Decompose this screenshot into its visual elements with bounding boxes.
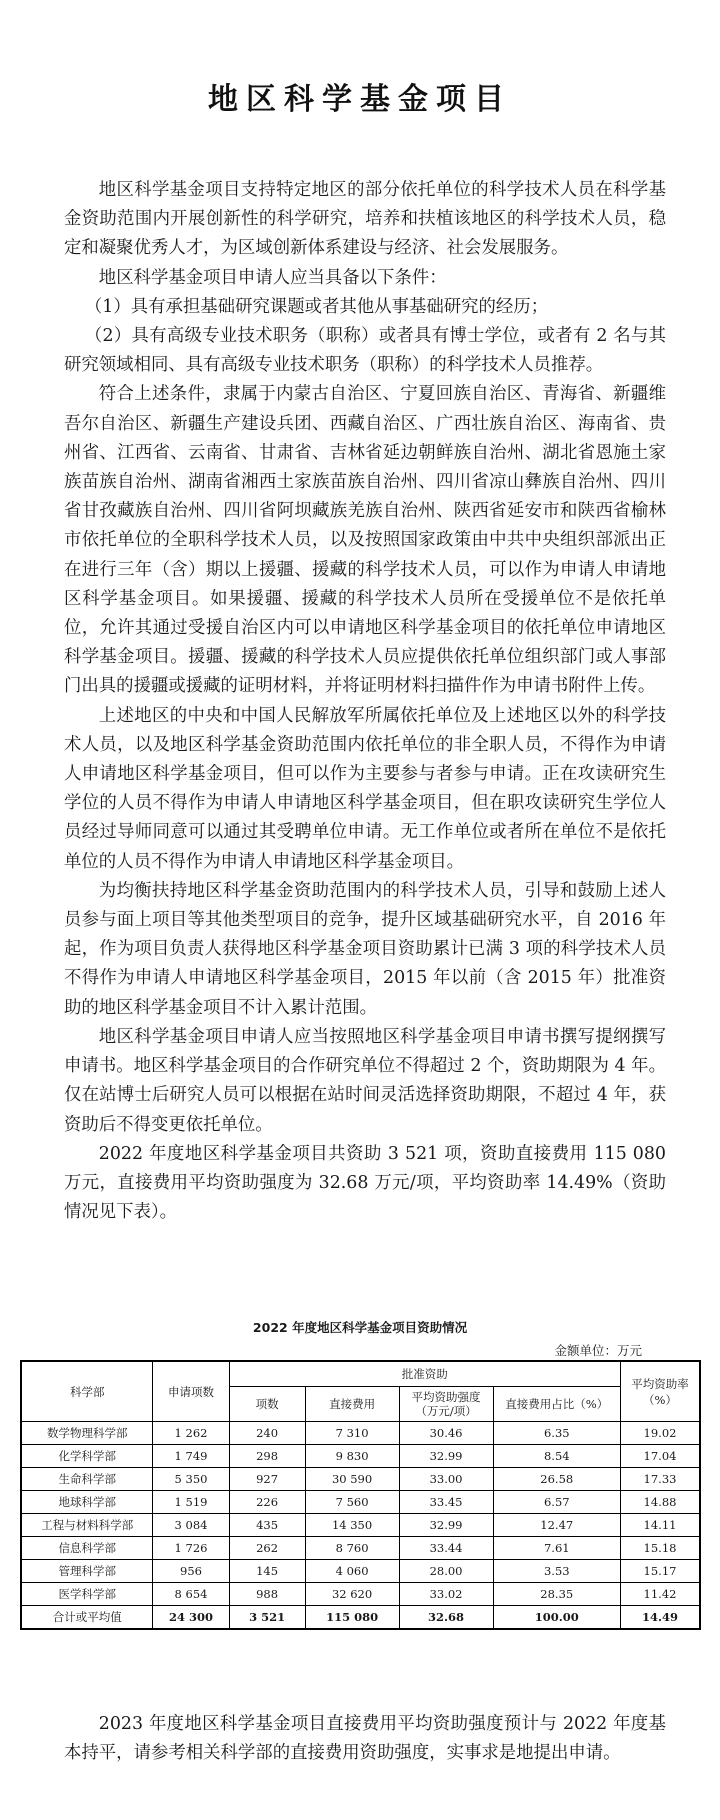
cell-count: 145 [229, 1560, 305, 1583]
cell-rate: 14.88 [621, 1491, 700, 1514]
cell-rate: 11.42 [621, 1583, 700, 1606]
cell-direct-cost: 9 830 [305, 1445, 399, 1468]
cell-direct-cost: 30 590 [305, 1468, 399, 1491]
cell-share: 6.57 [493, 1491, 621, 1514]
cell-rate: 15.17 [621, 1560, 700, 1583]
header-direct-cost: 直接费用 [305, 1387, 399, 1422]
cell-direct-cost: 7 560 [305, 1491, 399, 1514]
cell-direct-cost: 14 350 [305, 1514, 399, 1537]
cell-count: 927 [229, 1468, 305, 1491]
cell-count: 240 [229, 1422, 305, 1445]
cell-applications: 8 654 [153, 1583, 229, 1606]
header-share: 直接费用占比（%） [493, 1387, 621, 1422]
cell-avg: 33.02 [399, 1583, 493, 1606]
cell-dept: 管理科学部 [21, 1560, 153, 1583]
table-row [21, 1537, 700, 1560]
body-text [64, 176, 666, 1227]
cell-applications: 1 726 [153, 1537, 229, 1560]
header-rate-line1: 平均资助率 [631, 1376, 689, 1391]
table-row [21, 1422, 700, 1445]
cell-applications: 1 519 [153, 1491, 229, 1514]
body-paragraph: （1）具有承担基础研究课题或者其他从事基础研究的经历； [84, 296, 549, 317]
cell-dept: 工程与材料科学部 [21, 1514, 153, 1537]
body-paragraph: 为均衡扶持地区科学基金资助范围内的科学技术人员，引导和鼓励上述人员参与面上项目等其他类型项目的竞争，提升区域基础研究水平，自 2016 年起，作为项目负责人获得地区科学基金项目资助累计已满 3 项的科学技术人员不得作为申请人申请地区科学基金项目，2015 年以前（含 2015 年）批准资助的地区科学基金项目不计入累计范围。 [64, 880, 666, 1018]
body-paragraph: 地区科学基金项目申请人应当具备以下条件： [98, 267, 447, 288]
cell-count: 435 [229, 1514, 305, 1537]
table-row [21, 1560, 700, 1583]
cell-count: 262 [229, 1537, 305, 1560]
cell-rate: 19.02 [621, 1422, 700, 1445]
cell-avg: 33.44 [399, 1537, 493, 1560]
cell-rate: 17.33 [621, 1468, 700, 1491]
cell-applications: 5 350 [153, 1468, 229, 1491]
cell-count: 3 521 [229, 1606, 305, 1630]
table-unit-note: 金额单位：万元 [554, 1343, 642, 1358]
cell-dept: 合计或平均值 [21, 1606, 153, 1630]
footer-paragraph: 2023 年度地区科学基金项目直接费用平均资助强度预计与 2022 年度基本持平，请参考相关科学部的直接费用资助强度，实事求是地提出申请。 [64, 1714, 666, 1764]
cell-share: 3.53 [493, 1560, 621, 1583]
body-paragraph: 符合上述条件，隶属于内蒙古自治区、宁夏回族自治区、青海省、新疆维吾尔自治区、新疆生产建设兵团、西藏自治区、广西壮族自治区、海南省、贵州省、江西省、云南省、甘肃省、吉林省延边朝鲜族自治州、湖北省恩施土家族苗族自治州、湖南省湘西土家族苗族自治州、四川省凉山彝族自治州、四川省甘孜藏族自治州、四川省阿坝藏族羌族自治州、陕西省延安市和陕西省榆林市依托单位的全职科学技术人员，以及按照国家政策由中共中央组织部派出正在进行三年（含）期以上援疆、援藏的科学技术人员，可以作为申请人申请地区科学基金项目。如果援疆、援藏的科学技术人员所在受援单位不是依托单位，允许其通过受援自治区内可以申请地区科学基金项目的依托单位申请地区科学基金项目。援疆、援藏的科学技术人员应提供依托单位组织部门或人事部门出具的援疆或援藏的证明材料，并将证明材料扫描件作为申请书附件上传。 [64, 384, 666, 697]
grant-table [20, 1360, 701, 1630]
cell-avg: 32.99 [399, 1445, 493, 1468]
header-applications: 申请项数 [153, 1361, 229, 1422]
table-row [21, 1606, 700, 1630]
body-paragraph: 地区科学基金项目支持特定地区的部分依托单位的科学技术人员在科学基金资助范围内开展创新性的科学研究，培养和扶植该地区的科学技术人员，稳定和凝聚优秀人才，为区域创新体系建设与经济、社会发展服务。 [64, 180, 666, 259]
cell-share: 28.35 [493, 1583, 621, 1606]
cell-rate: 17.04 [621, 1445, 700, 1468]
body-paragraph: （2）具有高级专业技术职务（职称）或者具有博士学位，或者有 2 名与其研究领域相同、具有高级专业技术职务（职称）的科学技术人员推荐。 [64, 326, 666, 376]
header-approved-group: 批准资助 [229, 1361, 620, 1387]
cell-avg: 33.00 [399, 1468, 493, 1491]
table-row [21, 1491, 700, 1514]
header-avg-line2: （万元/项） [415, 1404, 477, 1418]
table-row [21, 1514, 700, 1537]
cell-count: 226 [229, 1491, 305, 1514]
header-avg-line1: 平均资助强度 [411, 1390, 481, 1404]
cell-dept: 医学科学部 [21, 1583, 153, 1606]
cell-direct-cost: 8 760 [305, 1537, 399, 1560]
footer-text [64, 1710, 666, 1768]
cell-share: 8.54 [493, 1445, 621, 1468]
cell-share: 6.35 [493, 1422, 621, 1445]
header-count: 项数 [229, 1387, 305, 1422]
header-rate-line2: （%） [643, 1392, 677, 1407]
cell-rate: 15.18 [621, 1537, 700, 1560]
cell-dept: 生命科学部 [21, 1468, 153, 1491]
table-title: 2022 年度地区科学基金项目资助情况 [252, 1320, 468, 1335]
cell-avg: 33.45 [399, 1491, 493, 1514]
cell-share: 7.61 [493, 1537, 621, 1560]
body-paragraph: 2022 年度地区科学基金项目共资助 3 521 项，资助直接费用 115 080 万元，直接费用平均资助强度为 32.68 万元/项，平均资助率 14.49%（资助情况见下表）。 [64, 1143, 666, 1223]
cell-share: 100.00 [493, 1606, 621, 1630]
cell-applications: 3 084 [153, 1514, 229, 1537]
table-row [21, 1468, 700, 1491]
cell-dept: 地球科学部 [21, 1491, 153, 1514]
cell-dept: 化学科学部 [21, 1445, 153, 1468]
body-paragraph: 上述地区的中央和中国人民解放军所属依托单位及上述地区以外的科学技术人员，以及地区科学基金资助范围内依托单位的非全职人员，不得作为申请人申请地区科学基金项目，但可以作为主要参与者参与申请。正在攻读研究生学位的人员不得作为申请人申请地区科学基金项目，但在职攻读研究生学位人员经过导师同意可以通过其受聘单位申请。无工作单位或者所在单位不是依托单位的人员不得作为申请人申请地区科学基金项目。 [64, 705, 666, 872]
cell-direct-cost: 4 060 [305, 1560, 399, 1583]
cell-applications: 956 [153, 1560, 229, 1583]
cell-avg: 32.99 [399, 1514, 493, 1537]
cell-share: 26.58 [493, 1468, 621, 1491]
cell-direct-cost: 115 080 [305, 1606, 399, 1630]
cell-dept: 信息科学部 [21, 1537, 153, 1560]
page-title: 地区科学基金项目 [208, 82, 512, 117]
table-body [21, 1422, 700, 1630]
cell-applications: 24 300 [153, 1606, 229, 1630]
cell-count: 988 [229, 1583, 305, 1606]
header-avg-intensity [399, 1387, 493, 1422]
cell-count: 298 [229, 1445, 305, 1468]
table-row [21, 1445, 700, 1468]
cell-avg: 28.00 [399, 1560, 493, 1583]
cell-avg: 32.68 [399, 1606, 493, 1630]
cell-rate: 14.49 [621, 1606, 700, 1630]
cell-direct-cost: 32 620 [305, 1583, 399, 1606]
header-rate [621, 1361, 700, 1422]
cell-share: 12.47 [493, 1514, 621, 1537]
cell-dept: 数学物理科学部 [21, 1422, 153, 1445]
table-row [21, 1583, 700, 1606]
body-paragraph: 地区科学基金项目申请人应当按照地区科学基金项目申请书撰写提纲撰写申请书。地区科学基金项目的合作研究单位不得超过 2 个，资助期限为 4 年。仅在站博士后研究人员可以根据在站时间灵活选择资助期限，不超过 4 年，获资助后不得变更依托单位。 [64, 1026, 666, 1135]
cell-applications: 1 262 [153, 1422, 229, 1445]
cell-avg: 30.46 [399, 1422, 493, 1445]
cell-applications: 1 749 [153, 1445, 229, 1468]
header-dept: 科学部 [21, 1361, 153, 1422]
cell-rate: 14.11 [621, 1514, 700, 1537]
cell-direct-cost: 7 310 [305, 1422, 399, 1445]
